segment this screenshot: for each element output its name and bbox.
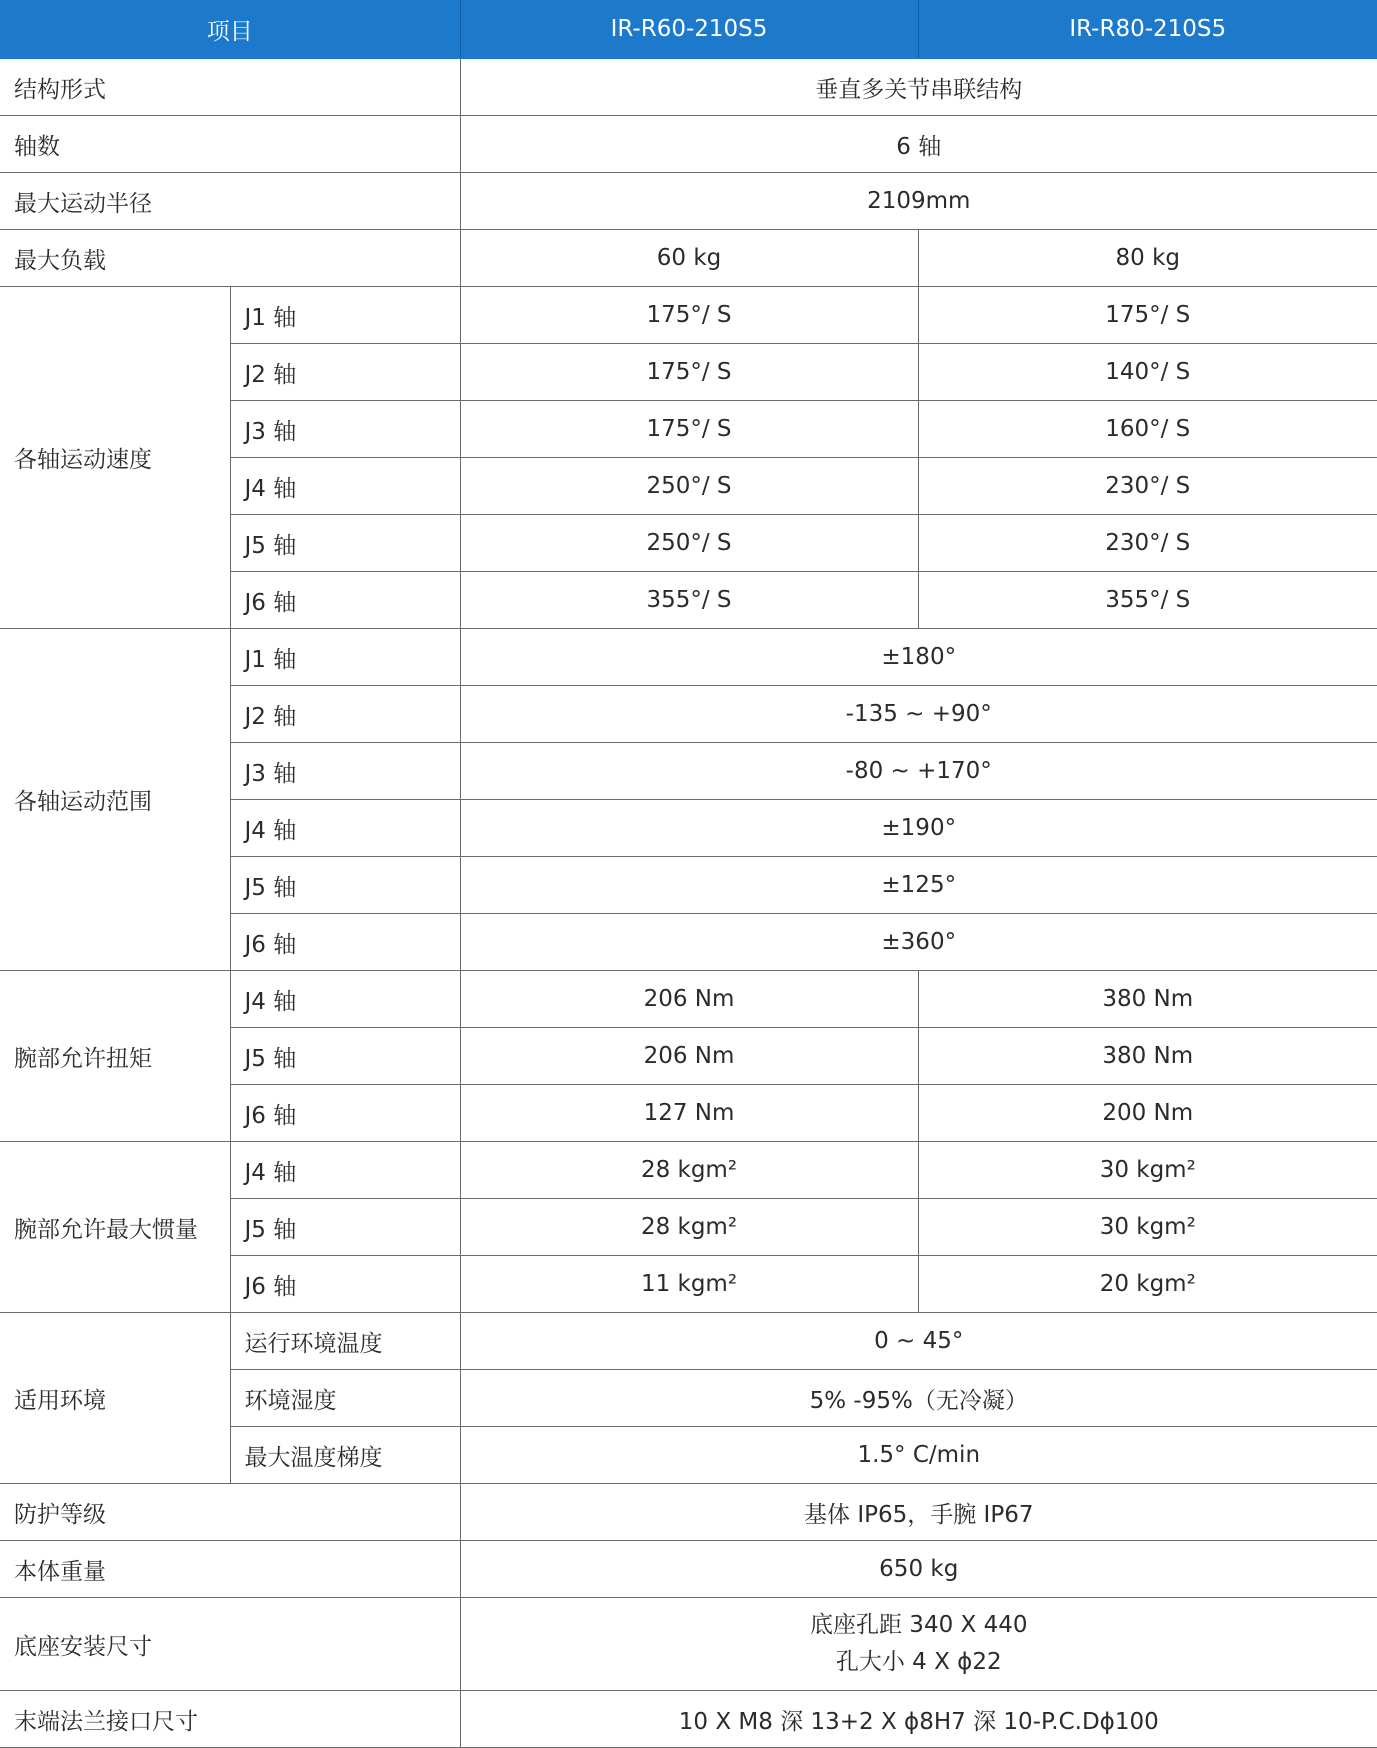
- environment-value: 0 ~ 45°: [460, 1313, 1377, 1370]
- flange-value: 10 X M8 深 13+2 X ϕ8H7 深 10-P.C.Dϕ100: [460, 1691, 1377, 1748]
- flange-label: 末端法兰接口尺寸: [0, 1691, 460, 1748]
- speed-label: 各轴运动速度: [0, 287, 230, 629]
- range-value: ±180°: [460, 629, 1377, 686]
- range-value: ±190°: [460, 800, 1377, 857]
- table-row: [0, 287, 1377, 344]
- torque-axis: J5 轴: [230, 1028, 460, 1085]
- range-value: -135 ~ +90°: [460, 686, 1377, 743]
- inertia-a: 28 kgm²: [460, 1199, 918, 1256]
- range-label: 各轴运动范围: [0, 629, 230, 971]
- header-model-b: IR-R80-210S5: [918, 0, 1377, 59]
- torque-a: 127 Nm: [460, 1085, 918, 1142]
- speed-a: 175°/ S: [460, 287, 918, 344]
- speed-axis: J6 轴: [230, 572, 460, 629]
- base-line-2: 孔大小 4 X ϕ22: [461, 1644, 1377, 1681]
- environment-label: 适用环境: [0, 1313, 230, 1484]
- speed-a: 355°/ S: [460, 572, 918, 629]
- row-base: [0, 1598, 1377, 1691]
- row-reach: [0, 173, 1377, 230]
- payload-label: 最大负载: [0, 230, 460, 287]
- range-axis: J2 轴: [230, 686, 460, 743]
- row-protection: [0, 1484, 1377, 1541]
- environment-item: 环境湿度: [230, 1370, 460, 1427]
- environment-value: 1.5° C/min: [460, 1427, 1377, 1484]
- speed-b: 230°/ S: [918, 458, 1377, 515]
- torque-axis: J4 轴: [230, 971, 460, 1028]
- reach-label: 最大运动半径: [0, 173, 460, 230]
- environment-item: 最大温度梯度: [230, 1427, 460, 1484]
- row-structure: [0, 59, 1377, 116]
- torque-b: 380 Nm: [918, 971, 1377, 1028]
- base-value: [460, 1598, 1377, 1691]
- speed-a: 250°/ S: [460, 515, 918, 572]
- environment-item: 运行环境温度: [230, 1313, 460, 1370]
- inertia-axis: J4 轴: [230, 1142, 460, 1199]
- torque-a: 206 Nm: [460, 1028, 918, 1085]
- range-axis: J4 轴: [230, 800, 460, 857]
- row-payload: [0, 230, 1377, 287]
- inertia-b: 30 kgm²: [918, 1199, 1377, 1256]
- weight-label: 本体重量: [0, 1541, 460, 1598]
- torque-b: 200 Nm: [918, 1085, 1377, 1142]
- axes-value: 6 轴: [460, 116, 1377, 173]
- table-row: [0, 1142, 1377, 1199]
- torque-a: 206 Nm: [460, 971, 918, 1028]
- row-weight: [0, 1541, 1377, 1598]
- speed-b: 175°/ S: [918, 287, 1377, 344]
- speed-axis: J4 轴: [230, 458, 460, 515]
- structure-value: 垂直多关节串联结构: [460, 59, 1377, 116]
- table-row: [0, 629, 1377, 686]
- speed-b: 160°/ S: [918, 401, 1377, 458]
- range-value: ±125°: [460, 857, 1377, 914]
- base-line-1: 底座孔距 340 X 440: [461, 1607, 1377, 1644]
- speed-a: 175°/ S: [460, 401, 918, 458]
- row-axes: [0, 116, 1377, 173]
- table-row: [0, 971, 1377, 1028]
- inertia-axis: J5 轴: [230, 1199, 460, 1256]
- speed-a: 250°/ S: [460, 458, 918, 515]
- speed-axis: J3 轴: [230, 401, 460, 458]
- range-value: ±360°: [460, 914, 1377, 971]
- payload-a: 60 kg: [460, 230, 918, 287]
- base-label: 底座安装尺寸: [0, 1598, 460, 1691]
- row-flange: [0, 1691, 1377, 1748]
- protection-label: 防护等级: [0, 1484, 460, 1541]
- speed-b: 355°/ S: [918, 572, 1377, 629]
- range-value: -80 ~ +170°: [460, 743, 1377, 800]
- reach-value: 2109mm: [460, 173, 1377, 230]
- range-axis: J6 轴: [230, 914, 460, 971]
- inertia-a: 28 kgm²: [460, 1142, 918, 1199]
- table-row: [0, 1313, 1377, 1370]
- inertia-b: 20 kgm²: [918, 1256, 1377, 1313]
- torque-axis: J6 轴: [230, 1085, 460, 1142]
- torque-label: 腕部允许扭矩: [0, 971, 230, 1142]
- speed-axis: J2 轴: [230, 344, 460, 401]
- speed-b: 230°/ S: [918, 515, 1377, 572]
- range-axis: J5 轴: [230, 857, 460, 914]
- inertia-axis: J6 轴: [230, 1256, 460, 1313]
- protection-value: 基体 IP65，手腕 IP67: [460, 1484, 1377, 1541]
- inertia-label: 腕部允许最大惯量: [0, 1142, 230, 1313]
- weight-value: 650 kg: [460, 1541, 1377, 1598]
- header-model-a: IR-R60-210S5: [460, 0, 918, 59]
- speed-axis: J1 轴: [230, 287, 460, 344]
- axes-label: 轴数: [0, 116, 460, 173]
- environment-value: 5% -95%（无冷凝）: [460, 1370, 1377, 1427]
- speed-a: 175°/ S: [460, 344, 918, 401]
- header-item: 项目: [0, 0, 460, 59]
- payload-b: 80 kg: [918, 230, 1377, 287]
- header-row: [0, 0, 1377, 59]
- range-axis: J1 轴: [230, 629, 460, 686]
- torque-b: 380 Nm: [918, 1028, 1377, 1085]
- structure-label: 结构形式: [0, 59, 460, 116]
- range-axis: J3 轴: [230, 743, 460, 800]
- inertia-a: 11 kgm²: [460, 1256, 918, 1313]
- inertia-b: 30 kgm²: [918, 1142, 1377, 1199]
- speed-b: 140°/ S: [918, 344, 1377, 401]
- speed-axis: J5 轴: [230, 515, 460, 572]
